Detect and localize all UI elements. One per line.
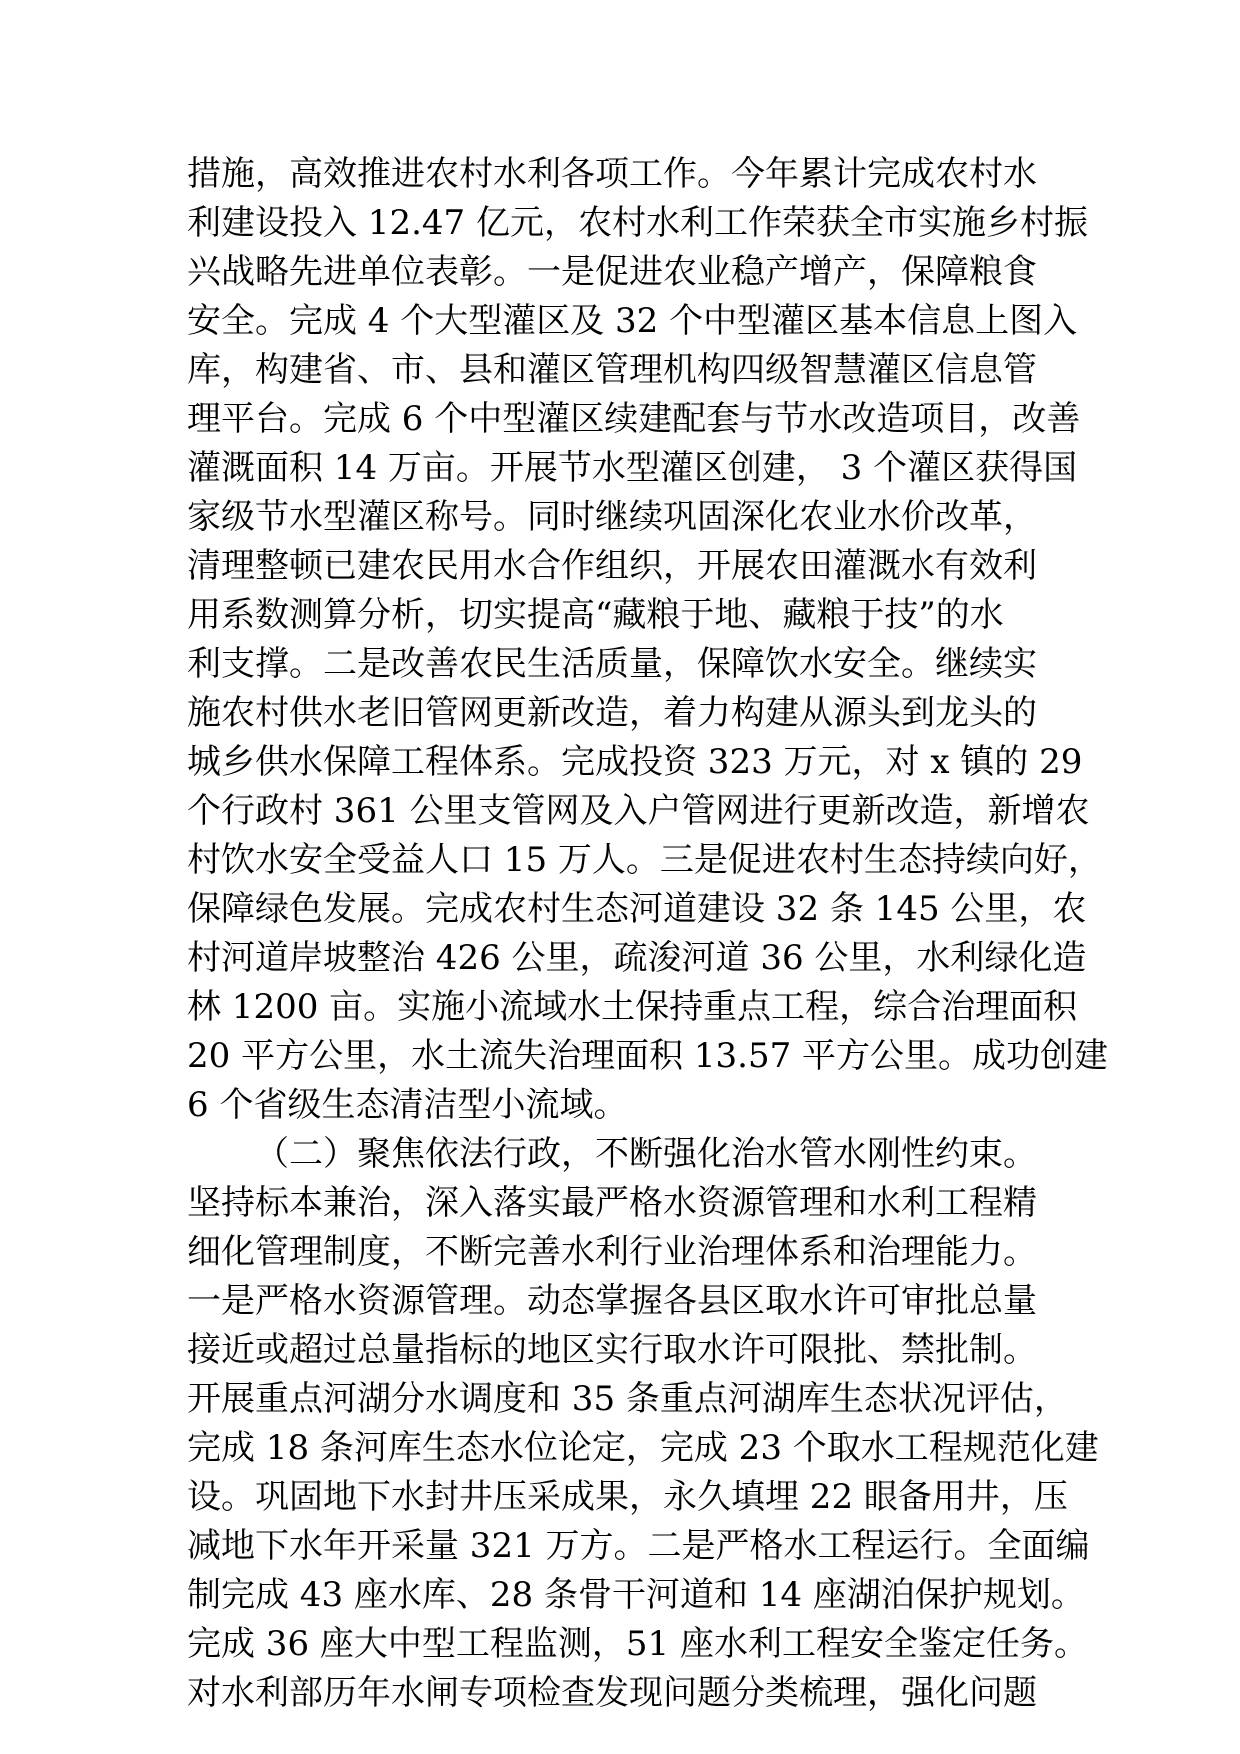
text-line: 村河道岸坡整治 426 公里，疏浚河道 36 公里，水利绿化造 bbox=[187, 938, 1087, 978]
text-line: 利支撑。二是改善农民生活质量，保障饮水安全。继续实 bbox=[187, 644, 1037, 684]
text-line: 开展重点河湖分水调度和 35 条重点河湖库生态状况评估， bbox=[187, 1379, 1068, 1419]
paragraph-water-conservancy-rural bbox=[187, 150, 1109, 1130]
text-line: 家级节水型灌区称号。同时继续巩固深化农业水价改革， bbox=[187, 497, 1037, 537]
text-line: 对水利部历年水闸专项检查发现问题分类梳理，强化问题 bbox=[187, 1673, 1037, 1713]
text-line: 接近或超过总量指标的地区实行取水许可限批、禁批制。 bbox=[187, 1330, 1037, 1370]
text-line: 城乡供水保障工程体系。完成投资 323 万元，对 x 镇的 29 bbox=[187, 742, 1083, 782]
text-line: 一是严格水资源管理。动态掌握各县区取水许可审批总量 bbox=[187, 1281, 1037, 1321]
text-line: 20 平方公里，水土流失治理面积 13.57 平方公里。成功创建 bbox=[187, 1036, 1109, 1076]
text-line: 6 个省级生态清洁型小流域。 bbox=[187, 1085, 628, 1125]
text-line: 措施，高效推进农村水利各项工作。今年累计完成农村水 bbox=[187, 154, 1037, 194]
text-line: 设。巩固地下水封井压采成果，永久填埋 22 眼备用井，压 bbox=[187, 1477, 1068, 1517]
text-line: 完成 18 条河库生态水位论定，完成 23 个取水工程规范化建 bbox=[187, 1428, 1099, 1468]
text-line: 清理整顿已建农民用水合作组织，开展农田灌溉水有效利 bbox=[187, 546, 1037, 586]
text-line: 理平台。完成 6 个中型灌区续建配套与节水改造项目，改善 bbox=[187, 399, 1081, 439]
body-text bbox=[187, 150, 1109, 1718]
text-line: 安全。完成 4 个大型灌区及 32 个中型灌区基本信息上图入 bbox=[187, 301, 1078, 341]
paragraph-lawful-administration bbox=[187, 1130, 1099, 1718]
text-line: 用系数测算分析，切实提高“藏粮于地、藏粮于技”的水 bbox=[187, 595, 1004, 635]
text-line: 村饮水安全受益人口 15 万人。三是促进农村生态持续向好， bbox=[187, 840, 1102, 880]
section-heading-line: （二）聚焦依法行政，不断强化治水管水刚性约束。 bbox=[255, 1134, 1037, 1174]
text-line: 兴战略先进单位表彰。一是促进农业稳产增产，保障粮食 bbox=[187, 252, 1037, 292]
text-line: 施农村供水老旧管网更新改造，着力构建从源头到龙头的 bbox=[187, 693, 1037, 733]
text-line: 减地下水年开采量 321 万方。二是严格水工程运行。全面编 bbox=[187, 1526, 1090, 1566]
text-line: 完成 36 座大中型工程监测，51 座水利工程安全鉴定任务。 bbox=[187, 1624, 1088, 1664]
text-line: 个行政村 361 公里支管网及入户管网进行更新改造，新增农 bbox=[187, 791, 1090, 831]
text-line: 保障绿色发展。完成农村生态河道建设 32 条 145 公里，农 bbox=[187, 889, 1087, 929]
text-line: 制完成 43 座水库、28 条骨干河道和 14 座湖泊保护规划。 bbox=[187, 1575, 1085, 1615]
text-line: 利建设投入 12.47 亿元，农村水利工作荣获全市实施乡村振 bbox=[187, 203, 1088, 243]
text-line: 林 1200 亩。实施小流域水土保持重点工程，综合治理面积 bbox=[187, 987, 1078, 1027]
text-line: 库，构建省、市、县和灌区管理机构四级智慧灌区信息管 bbox=[187, 350, 1037, 390]
text-line: 灌溉面积 14 万亩。开展节水型灌区创建， 3 个灌区获得国 bbox=[187, 448, 1078, 488]
text-line: 细化管理制度，不断完善水利行业治理体系和治理能力。 bbox=[187, 1232, 1037, 1272]
text-line: 坚持标本兼治，深入落实最严格水资源管理和水利工程精 bbox=[187, 1183, 1037, 1223]
